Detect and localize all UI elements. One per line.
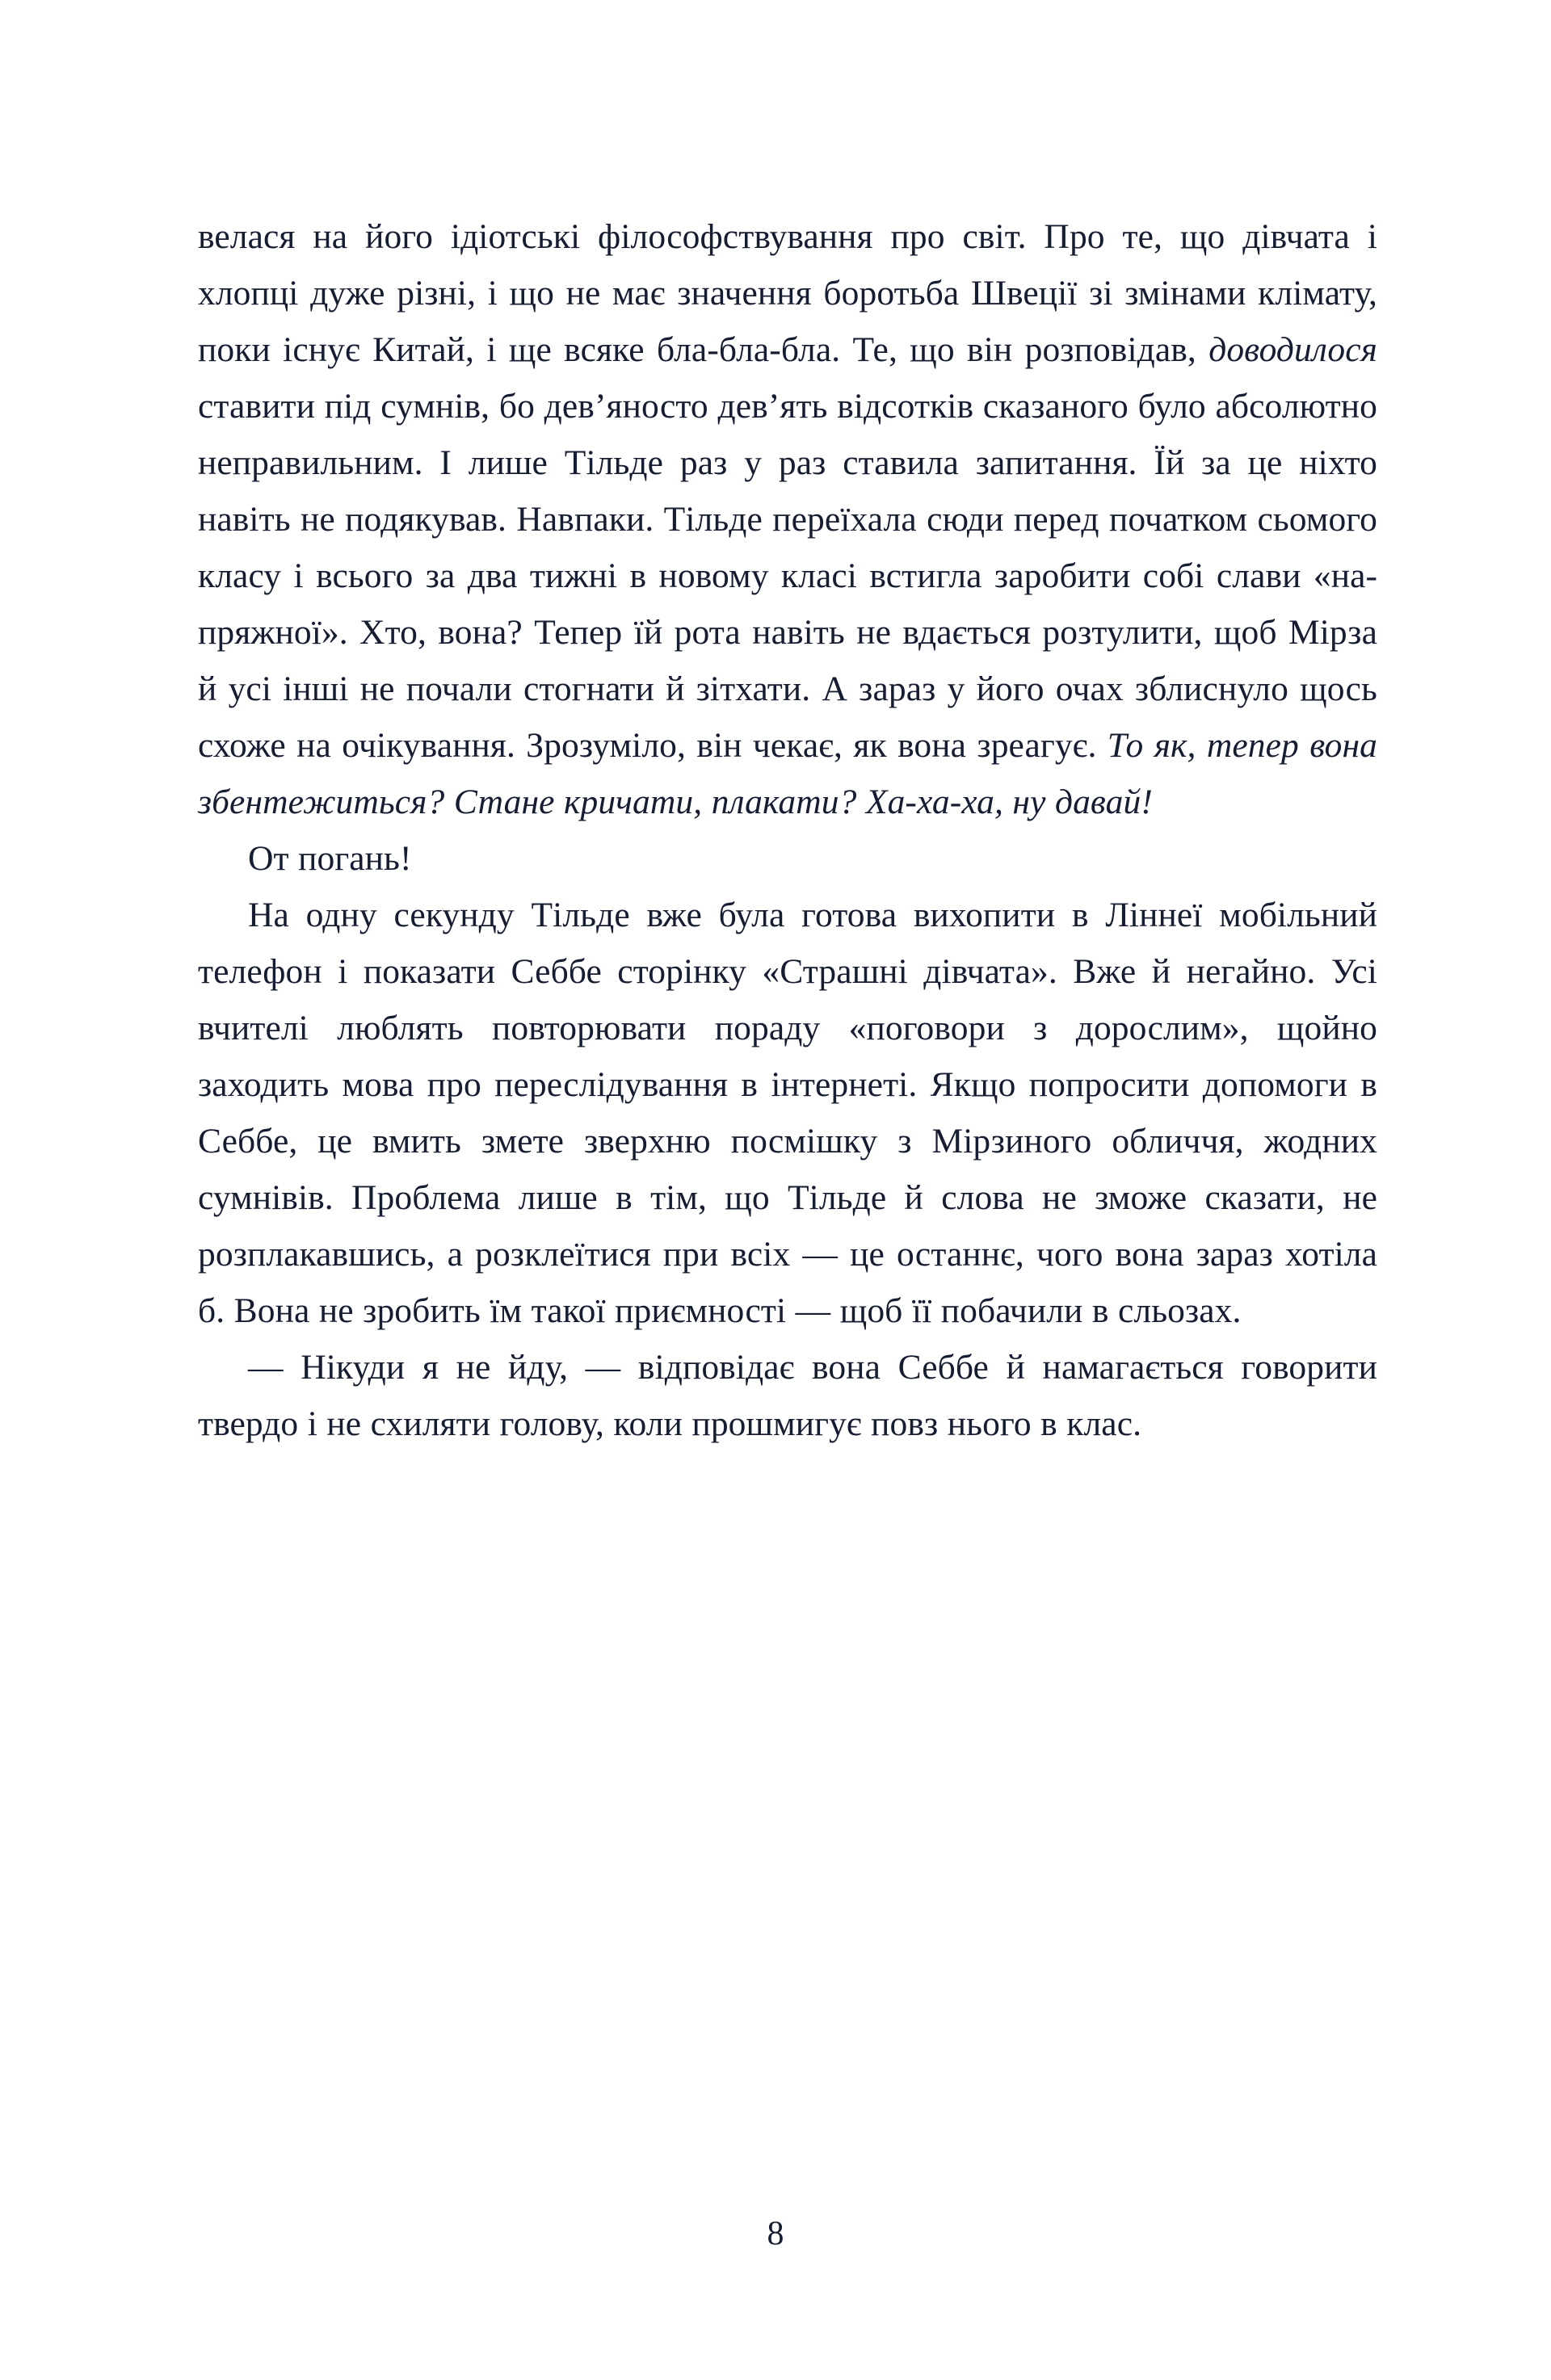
- text-run-italic: То як, тепер вона збентежиться? Стане кричати, плакати? Ха-ха-ха, ну давай!: [198, 726, 1377, 821]
- text-run-italic: доводилося: [1208, 330, 1377, 369]
- page-number: 8: [767, 2215, 784, 2252]
- text-run: велася на його ідіотські філософствування про світ. Про те, що дівчата і хлопці дуже різні, і що не має значення боротьба Швеції зі змінами клімату, поки існує Китай, і ще всяке бла-бла-бла. Те, що він розповідав,: [198, 217, 1377, 369]
- text-run: На одну секунду Тільде вже була готова вихопити в Ліннеї мобільний телефон і показати Себбе сторінку «Страшні дівчата». Вже й негайно. Усі вчителі люблять повторювати пораду «поговори з дорослим», щойно заходить мова про переслідування в інтернеті. Якщо попросити допомоги в Себбе, це вмить змете зверхню посмішку з Мірзиного обличчя, жодних сумнівів. Проблема лише в тім, що Тільде й слова не зможе сказати, не розплакавшись, а розклеїтися при всіх — це останнє, чого вона зараз хотіла б. Вона не зробить їм такої приємності — щоб її побачили в сльозах.: [198, 896, 1377, 1330]
- page-text-block: [198, 208, 1377, 1452]
- text-run: ставити під сумнів, бо дев’яносто дев’ять відсотків сказаного було абсолютно неправильним. І лише Тільде раз у раз ставила запитання. Їй за це ніхто навіть не подякував. Навпаки. Тільде переїхала сюди перед початком сьомого класу і всього за два тижні в новому класі встигла заробити собі слави «напряжної». Хто, вона? Тепер їй рота навіть не вдається розтулити, щоб Мірза й усі інші не почали стогнати й зітхати. А зараз у його очах зблиснуло щось схоже на очікування. Зрозуміло, він чекає, як вона зреагує.: [198, 387, 1377, 765]
- paragraph-2: [198, 830, 1377, 887]
- paragraph-3: [198, 887, 1377, 1339]
- paragraph-1: [198, 208, 1377, 830]
- text-run: — Нікуди я не йду, — відповідає вона Себбе й намагається говорити твердо і не схиляти голову, коли прошмигує повз нього в клас.: [198, 1348, 1377, 1443]
- text-run: От погань!: [248, 839, 412, 878]
- paragraph-4: [198, 1339, 1377, 1452]
